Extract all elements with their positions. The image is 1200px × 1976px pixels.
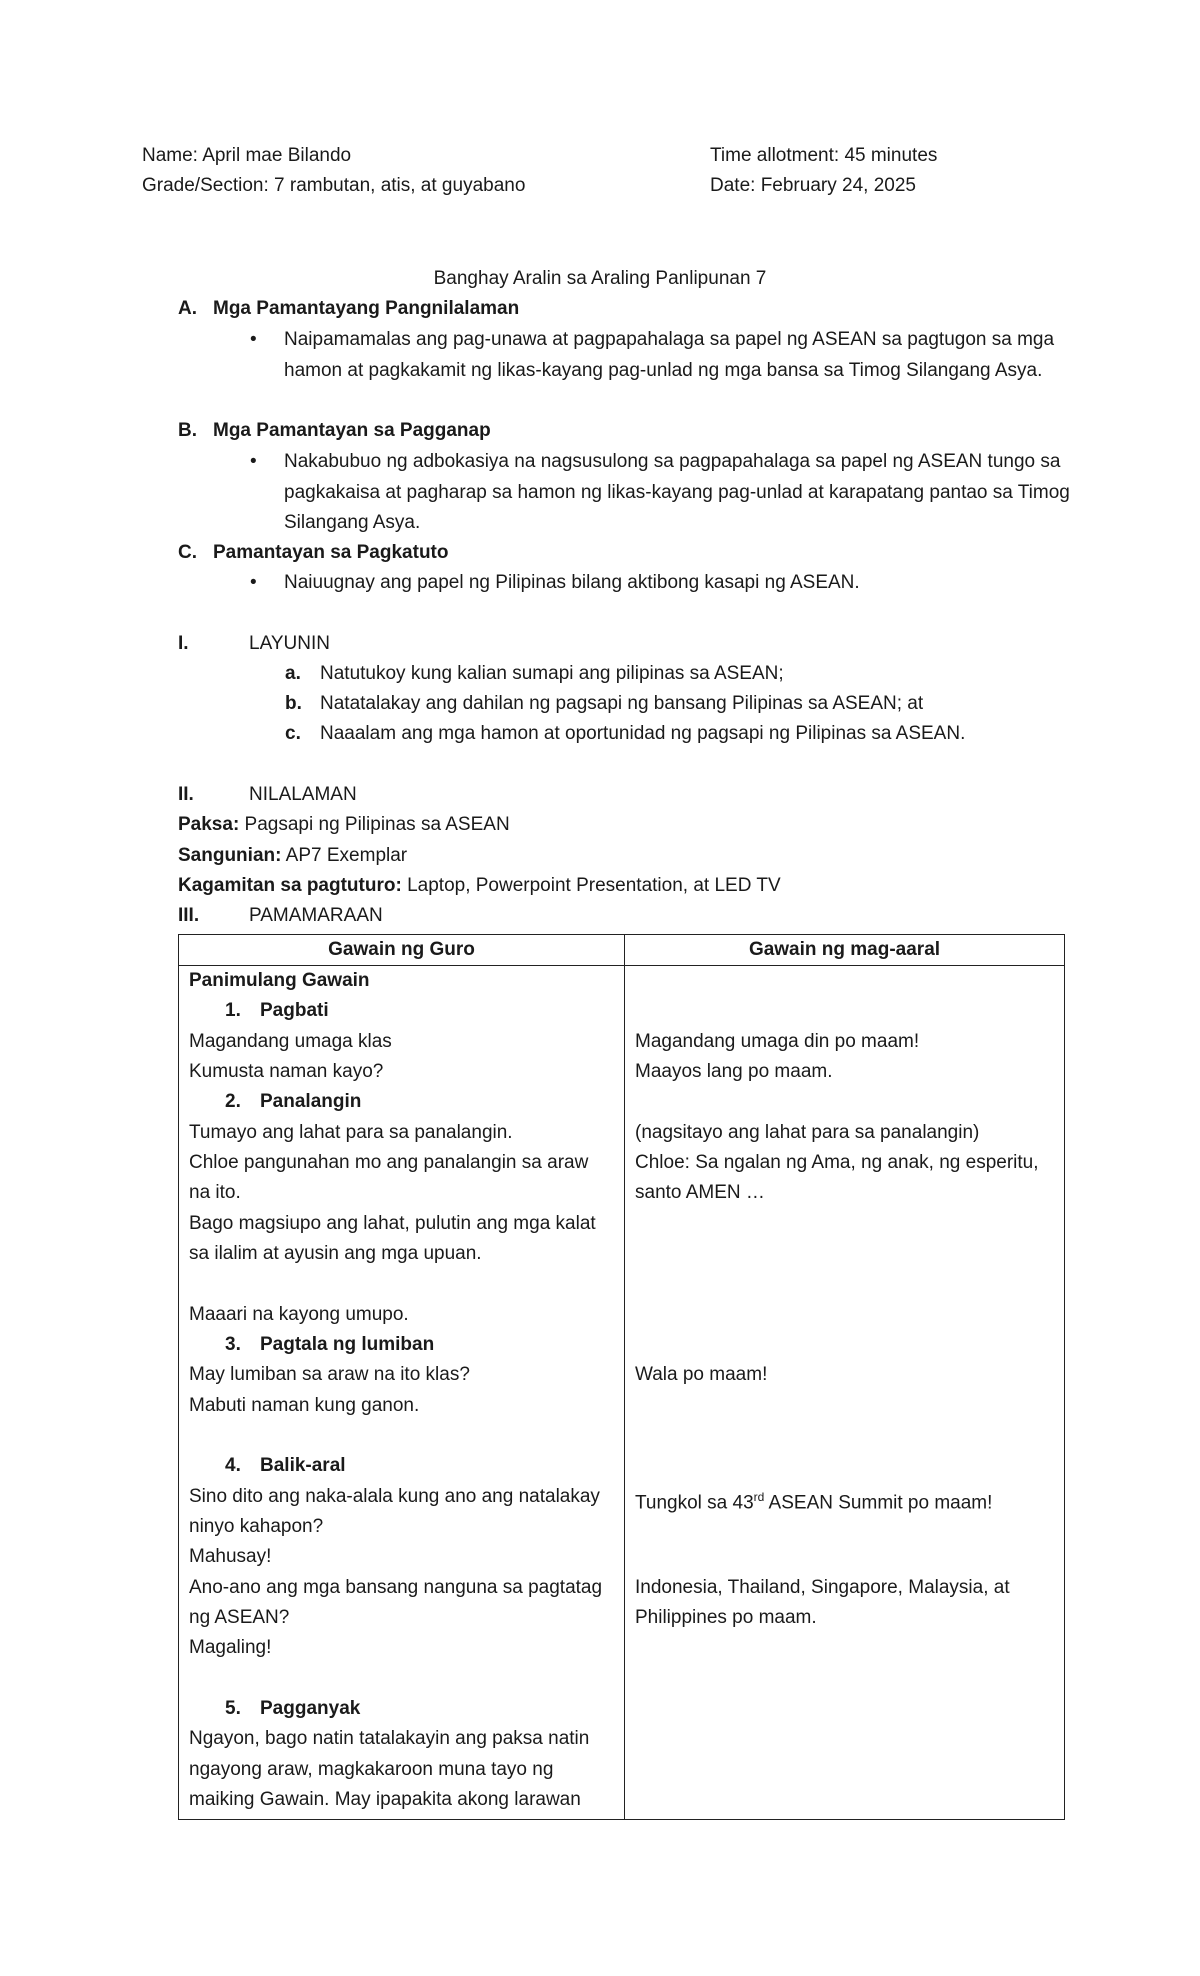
student-line: Indonesia, Thailand, Singapore, Malaysia, at	[635, 1577, 1010, 1598]
col-teacher-header: Gawain ng Guro	[179, 935, 625, 966]
kagamitan-label: Kagamitan sa pagtuturo:	[178, 875, 402, 896]
objective-a-label: a.	[285, 663, 301, 684]
teacher-line: ninyo kahapon?	[189, 1516, 324, 1537]
standard-c-label: C.	[178, 542, 197, 563]
layunin-numeral: I.	[178, 633, 189, 654]
paksa-value: Pagsapi ng Pilipinas sa ASEAN	[239, 814, 510, 835]
standard-a-heading: Mga Pamantayang Pangnilalaman	[213, 298, 520, 319]
superscript-rd: rd	[753, 1490, 765, 1504]
teacher-line: Maaari na kayong umupo.	[189, 1304, 409, 1325]
step-5-title: Pagganyak	[260, 1698, 361, 1719]
teacher-line: Tumayo ang lahat para sa panalangin.	[189, 1122, 513, 1143]
teacher-line: ng ASEAN?	[189, 1607, 290, 1628]
pamamaraan-heading: PAMAMARAAN	[249, 905, 383, 926]
nilalaman-heading: NILALAMAN	[249, 784, 357, 805]
student-line: Chloe: Sa ngalan ng Ama, ng anak, ng esperitu,	[635, 1152, 1039, 1173]
standard-c-heading: Pamantayan sa Pagkatuto	[213, 542, 449, 563]
table-header-row	[179, 935, 1065, 966]
objective-c-label: c.	[285, 723, 301, 744]
standard-b-heading: Mga Pamantayan sa Pagganap	[213, 420, 491, 441]
procedure-table	[178, 934, 1065, 1820]
teacher-line: Sino dito ang naka-alala kung ano ang natalakay	[189, 1486, 600, 1507]
teacher-cell	[179, 966, 625, 1820]
nilalaman-numeral: II.	[178, 784, 194, 805]
teacher-line: May lumiban sa araw na ito klas?	[189, 1364, 470, 1385]
student-line: Maayos lang po maam.	[635, 1061, 833, 1082]
standard-b-label: B.	[178, 420, 197, 441]
kagamitan-line	[178, 871, 781, 901]
time-allotment: Time allotment: 45 minutes	[710, 145, 938, 166]
student-line	[635, 1482, 992, 1518]
teacher-line: Ano-ano ang mga bansang nanguna sa pagtatag	[189, 1577, 603, 1598]
col-student-header: Gawain ng mag-aaral	[625, 935, 1065, 966]
table-row	[179, 966, 1065, 1820]
teacher-line: Kumusta naman kayo?	[189, 1061, 384, 1082]
student-line: (nagsitayo ang lahat para sa panalangin)	[635, 1122, 980, 1143]
step-1-title: Pagbati	[260, 1000, 329, 1021]
intro-heading: Panimulang Gawain	[189, 970, 370, 991]
teacher-line: Magandang umaga klas	[189, 1031, 392, 1052]
student-line: Magandang umaga din po maam!	[635, 1031, 920, 1052]
bullet-icon: •	[250, 451, 257, 472]
teacher-line: Chloe pangunahan mo ang panalangin sa araw	[189, 1152, 589, 1173]
grade-section: Grade/Section: 7 rambutan, atis, at guyabano	[142, 175, 526, 196]
layunin-heading: LAYUNIN	[249, 633, 330, 654]
step-5-num: 5.	[225, 1698, 241, 1719]
teacher-line: Bago magsiupo ang lahat, pulutin ang mga kalat	[189, 1213, 596, 1234]
step-1-num: 1.	[225, 1000, 241, 1021]
paksa-line	[178, 810, 510, 840]
paksa-label: Paksa:	[178, 814, 240, 835]
teacher-line: maiking Gawain. May ipapakita akong larawan	[189, 1789, 581, 1810]
sangunian-line	[178, 841, 407, 871]
teacher-line: sa ilalim at ayusin ang mga upuan.	[189, 1243, 482, 1264]
objective-a-text: Natutukoy kung kalian sumapi ang pilipinas sa ASEAN;	[320, 663, 784, 684]
student-name: Name: April mae Bilando	[142, 145, 352, 166]
teacher-line: Magaling!	[189, 1637, 272, 1658]
step-2-num: 2.	[225, 1091, 241, 1112]
teacher-line: Mabuti naman kung ganon.	[189, 1395, 420, 1416]
teacher-line: Ngayon, bago natin tatalakayin ang paksa natin	[189, 1728, 590, 1749]
student-line-part: Tungkol sa 43	[635, 1492, 754, 1514]
step-3-num: 3.	[225, 1334, 241, 1355]
teacher-line: Mahusay!	[189, 1546, 272, 1567]
student-line-part: ASEAN Summit po maam!	[764, 1492, 993, 1514]
objective-b-text: Natatalakay ang dahilan ng pagsapi ng bansang Pilipinas sa ASEAN; at	[320, 693, 924, 714]
standard-a-label: A.	[178, 298, 197, 319]
step-3-title: Pagtala ng lumiban	[260, 1334, 435, 1355]
sangunian-value: AP7 Exemplar	[281, 845, 408, 866]
sangunian-label: Sangunian:	[178, 845, 282, 866]
objective-b-label: b.	[285, 693, 302, 714]
bullet-icon: •	[250, 329, 257, 350]
standard-c-text: Naiuugnay ang papel ng Pilipinas bilang aktibong kasapi ng ASEAN.	[284, 572, 860, 593]
pamamaraan-numeral: III.	[178, 905, 200, 926]
objective-c-text: Naaalam ang mga hamon at oportunidad ng pagsapi ng Pilipinas sa ASEAN.	[320, 723, 966, 744]
step-4-num: 4.	[225, 1455, 241, 1476]
standard-a-text: Naipamamalas ang pag-unawa at pagpapahalaga sa papel ng ASEAN sa pagtugon sa mga hamon at pagkakamit ng likas-kayang pag-unlad ng mga bansa sa Timog Silangang Asya.	[284, 329, 1055, 381]
step-4-title: Balik-aral	[260, 1455, 346, 1476]
student-line: santo AMEN …	[635, 1182, 765, 1203]
student-line: Philippines po maam.	[635, 1607, 817, 1628]
step-2-title: Panalangin	[260, 1091, 362, 1112]
standard-b-text: Nakabubuo ng adbokasiya na nagsusulong sa pagpapahalaga sa papel ng ASEAN tungo sa pagkakaisa at pagharap sa hamon ng likas-kayang pag-unlad at karapatang pantao sa Timog Silangang Asya.	[284, 451, 1070, 533]
page-title: Banghay Aralin sa Araling Panlipunan 7	[433, 268, 767, 289]
student-cell	[625, 966, 1065, 1820]
bullet-icon: •	[250, 572, 257, 593]
lesson-date: Date: February 24, 2025	[710, 175, 916, 196]
teacher-line: na ito.	[189, 1182, 241, 1203]
teacher-line: ngayong araw, magkakaroon muna tayo ng	[189, 1759, 554, 1780]
student-line: Wala po maam!	[635, 1364, 768, 1385]
kagamitan-value: Laptop, Powerpoint Presentation, at LED TV	[401, 875, 781, 896]
